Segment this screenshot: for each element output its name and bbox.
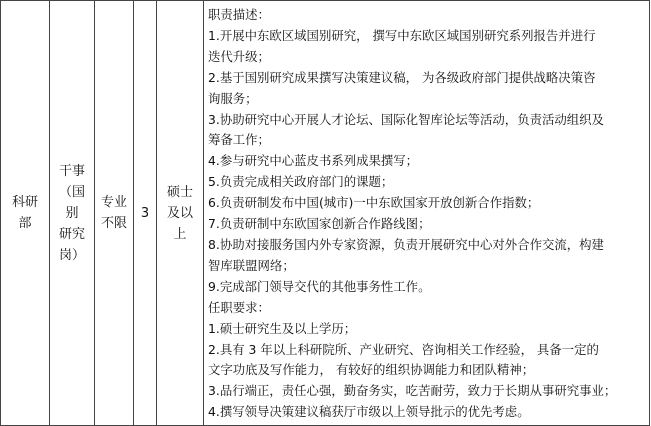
- description-cell: [204, 1, 650, 426]
- table-row: [1, 1, 650, 426]
- desc-line: 迭代升级；: [208, 48, 270, 64]
- major-cell: [95, 1, 134, 426]
- desc-line: 8.协助对接服务国内外专家资源，负责开展研究中心对外合作交流，构建: [208, 236, 604, 252]
- desc-line: 1.硕士研究生及以上学历；: [208, 320, 357, 336]
- desc-line: 1.开展中东欧区域国别研究， 撰写中东欧区域国别研究系列报告并进行: [208, 27, 596, 43]
- desc-line: 4.撰写领导决策建议稿获厅市级以上领导批示的优先考虑。: [208, 404, 530, 420]
- desc-line: 7.负责研制中东欧国家创新合作路线图；: [208, 216, 431, 232]
- desc-line: 职责描述：: [208, 7, 270, 22]
- desc-line: 2.基于国别研究成果撰写决策建议稿， 为各级政府部门提供战略决策咨: [208, 69, 596, 85]
- department-text: 科研 部: [11, 195, 38, 232]
- major-text: 专业 不限: [100, 195, 127, 232]
- desc-line: 4.参与研究中心蓝皮书系列成果撰写；: [208, 153, 419, 169]
- desc-line: 5.负责完成相关政府部门的课题；: [208, 174, 394, 190]
- count-text: 3: [140, 205, 150, 221]
- position-cell: [50, 1, 95, 426]
- education-text: 硕士 及以 上: [166, 184, 193, 242]
- desc-line: 任职要求：: [208, 299, 270, 315]
- desc-line: 3.品行端正，责任心强，勤奋务实，吃苦耐劳，致力于长期从事研究事业；: [208, 383, 617, 399]
- education-cell: [157, 1, 204, 426]
- count-cell: [134, 1, 157, 426]
- desc-line: 文字功底及写作能力， 有较好的组织协调能力和团队精神；: [208, 362, 535, 378]
- desc-line: 2.具有 3 年以上科研院所、产业研究、咨询相关工作经验， 具备一定的: [208, 341, 599, 357]
- desc-line: 9.完成部门领导交代的其他事务性工作。: [208, 278, 431, 294]
- desc-line: 3.协助研究中心开展人才论坛、国际化智库论坛等活动，负责活动组织及: [208, 111, 604, 127]
- department-cell: [1, 1, 50, 426]
- desc-line: 筹备工作；: [208, 132, 270, 148]
- position-text: 干事 （国别 研究 岗）: [58, 163, 85, 263]
- desc-line: 询服务；: [208, 90, 258, 106]
- desc-line: 智库联盟网络；: [208, 257, 295, 273]
- desc-line: 6.负责研制发布中国(城市)一中东欧国家开放创新合作指数；: [208, 195, 540, 211]
